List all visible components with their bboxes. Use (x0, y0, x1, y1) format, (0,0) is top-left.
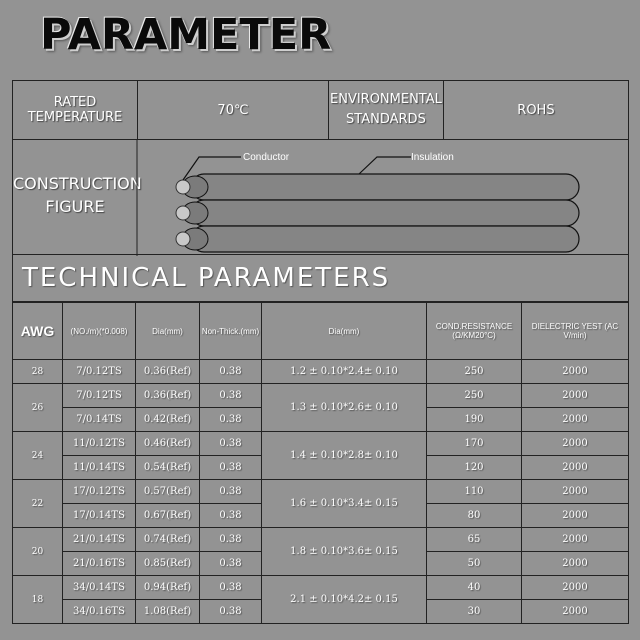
rated-temperature-label: RATED TEMPERATURE (13, 81, 138, 140)
strands-cell: 7/0.14TS (63, 408, 136, 432)
thick-cell: 0.38 (200, 384, 262, 408)
dielectric-cell: 2000 (522, 432, 629, 456)
technical-table (12, 302, 629, 624)
table-row (13, 528, 629, 552)
env-standards-value: ROHS (443, 81, 628, 140)
dielectric-cell: 2000 (522, 384, 629, 408)
header-dia2: Dia(mm) (262, 303, 427, 360)
dielectric-cell: 2000 (522, 576, 629, 600)
dia-cell: 0.67(Ref) (136, 504, 200, 528)
table-row (13, 576, 629, 600)
dia2-cell: 1.6 ± 0.10*3.4± 0.15 (262, 480, 427, 528)
dia-cell: 0.46(Ref) (136, 432, 200, 456)
strands-cell: 34/0.14TS (63, 576, 136, 600)
thick-cell: 0.38 (200, 408, 262, 432)
cable-cores (176, 174, 579, 252)
table-row (13, 480, 629, 504)
thick-cell: 0.38 (200, 360, 262, 384)
env-standards-label: ENVIRONMENTAL STANDARDS (329, 81, 444, 140)
dielectric-cell: 2000 (522, 456, 629, 480)
dielectric-cell: 2000 (522, 480, 629, 504)
resistance-cell: 250 (427, 360, 522, 384)
table-row (13, 432, 629, 456)
dia-cell: 0.42(Ref) (136, 408, 200, 432)
thick-cell: 0.38 (200, 432, 262, 456)
rated-temperature-value: 70℃ (138, 81, 329, 140)
dielectric-cell: 2000 (522, 408, 629, 432)
resistance-cell: 250 (427, 384, 522, 408)
dia2-cell: 2.1 ± 0.10*4.2± 0.15 (262, 576, 427, 624)
technical-header (12, 255, 629, 302)
dia-cell: 1.08(Ref) (136, 600, 200, 624)
awg-cell: 20 (13, 528, 63, 576)
dia-cell: 0.36(Ref) (136, 384, 200, 408)
rating-table (12, 80, 629, 140)
header-cond-resistance: COND.RESISTANCE (Ω/KM20°C) (427, 303, 522, 360)
resistance-cell: 190 (427, 408, 522, 432)
resistance-cell: 30 (427, 600, 522, 624)
header-awg: AWG (13, 303, 63, 360)
dia2-cell: 1.8 ± 0.10*3.6± 0.15 (262, 528, 427, 576)
dia-cell: 0.74(Ref) (136, 528, 200, 552)
page-title: PARAMETER (40, 10, 332, 60)
thick-cell: 0.38 (200, 576, 262, 600)
awg-cell: 26 (13, 384, 63, 432)
thick-cell: 0.38 (200, 600, 262, 624)
technical-title: TECHNICAL PARAMETERS (22, 263, 391, 293)
strands-cell: 7/0.12TS (63, 360, 136, 384)
construction-section (12, 139, 629, 255)
dia-cell: 0.57(Ref) (136, 480, 200, 504)
dielectric-cell: 2000 (522, 504, 629, 528)
header-dielectric: DIELECTRIC YEST (AC V/min) (522, 303, 629, 360)
strands-cell: 11/0.12TS (63, 432, 136, 456)
awg-cell: 22 (13, 480, 63, 528)
dia2-cell: 1.4 ± 0.10*2.8± 0.10 (262, 432, 427, 480)
dielectric-cell: 2000 (522, 528, 629, 552)
thick-cell: 0.38 (200, 528, 262, 552)
table-row (13, 360, 629, 384)
resistance-cell: 50 (427, 552, 522, 576)
header-strands: (NO./m)(*0.008) (63, 303, 136, 360)
dielectric-cell: 2000 (522, 360, 629, 384)
awg-cell: 18 (13, 576, 63, 624)
conductor-label: Conductor (243, 152, 290, 163)
header-dia: Dia(mm) (136, 303, 200, 360)
resistance-cell: 80 (427, 504, 522, 528)
strands-cell: 11/0.14TS (63, 456, 136, 480)
strands-cell: 21/0.14TS (63, 528, 136, 552)
thick-cell: 0.38 (200, 552, 262, 576)
dia-cell: 0.36(Ref) (136, 360, 200, 384)
awg-cell: 24 (13, 432, 63, 480)
construction-label: CONSTRUCTION FIGURE (13, 174, 142, 216)
strands-cell: 7/0.12TS (63, 384, 136, 408)
dia2-cell: 1.2 ± 0.10*2.4± 0.10 (262, 360, 427, 384)
strands-cell: 21/0.16TS (63, 552, 136, 576)
resistance-cell: 65 (427, 528, 522, 552)
insulation-label: Insulation (411, 152, 454, 163)
resistance-cell: 110 (427, 480, 522, 504)
dielectric-cell: 2000 (522, 552, 629, 576)
thick-cell: 0.38 (200, 504, 262, 528)
cable-figure (13, 140, 630, 256)
dia-cell: 0.54(Ref) (136, 456, 200, 480)
dia2-cell: 1.3 ± 0.10*2.6± 0.10 (262, 384, 427, 432)
resistance-cell: 120 (427, 456, 522, 480)
resistance-cell: 170 (427, 432, 522, 456)
strands-cell: 17/0.12TS (63, 480, 136, 504)
strands-cell: 34/0.16TS (63, 600, 136, 624)
table-row (13, 384, 629, 408)
thick-cell: 0.38 (200, 456, 262, 480)
dia-cell: 0.94(Ref) (136, 576, 200, 600)
thick-cell: 0.38 (200, 480, 262, 504)
dia-cell: 0.85(Ref) (136, 552, 200, 576)
strands-cell: 17/0.14TS (63, 504, 136, 528)
dielectric-cell: 2000 (522, 600, 629, 624)
resistance-cell: 40 (427, 576, 522, 600)
awg-cell: 28 (13, 360, 63, 384)
header-non-thick: Non-Thick.(mm) (200, 303, 262, 360)
